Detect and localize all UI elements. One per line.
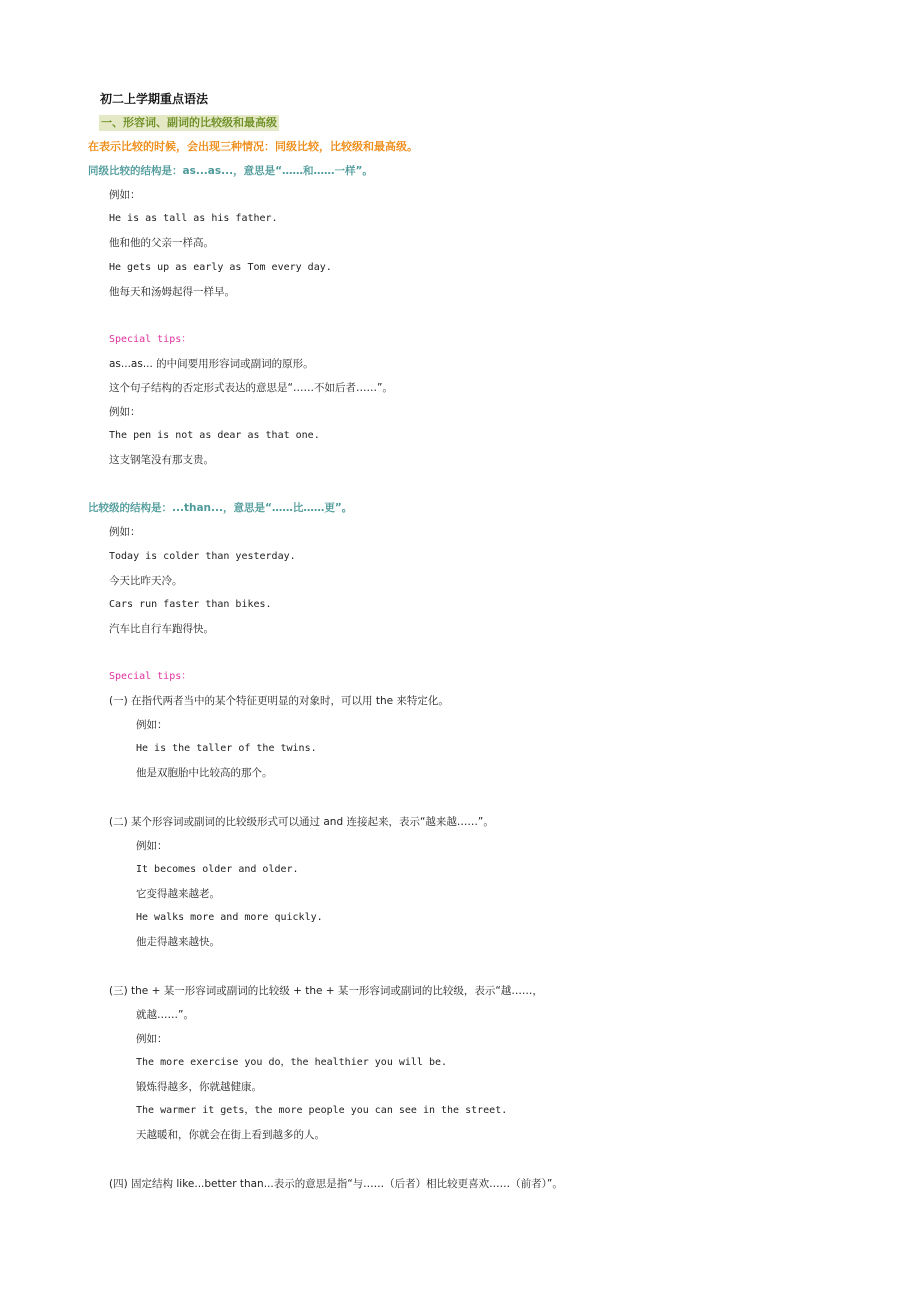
section-heading: 一、形容词、副词的比较级和最高级 — [101, 116, 277, 129]
example-en: He is the taller of the twins. — [136, 743, 317, 754]
example-cn: 锻炼得越多，你就越健康。 — [136, 1081, 262, 1093]
example-en: Today is colder than yesterday. — [109, 551, 296, 562]
comparative-heading: 比较级的结构是：...than...，意思是“……比……更”。 — [88, 502, 353, 514]
example-en: The more exercise you do，the healthier you will be. — [136, 1057, 448, 1068]
tip-point: (一) 在指代两者当中的某个特征更明显的对象时，可以用 the 来特定化。 — [109, 695, 449, 707]
example-en: It becomes older and older. — [136, 864, 299, 875]
example-cn: 今天比昨天冷。 — [109, 575, 183, 587]
example-cn: 它变得越来越老。 — [136, 888, 220, 900]
tip-text: as...as... 的中间要用形容词或副词的原形。 — [109, 358, 314, 370]
tip-point: (二) 某个形容词或副词的比较级形式可以通过 and 连接起来，表示“越来越……”。 — [109, 816, 494, 828]
example-label: 例如： — [109, 189, 141, 201]
example-label: 例如： — [136, 719, 168, 731]
example-cn: 他和他的父亲一样高。 — [109, 237, 214, 249]
example-en: He walks more and more quickly. — [136, 912, 323, 923]
equal-heading: 同级比较的结构是：as...as...，意思是“……和……一样”。 — [88, 165, 373, 177]
example-cn: 汽车比自行车跑得快。 — [109, 623, 214, 635]
example-cn: 他每天和汤姆起得一样早。 — [109, 286, 235, 298]
intro-text: 在表示比较的时候，会出现三种情况：同级比较，比较级和最高级。 — [88, 140, 418, 153]
example-label: 例如： — [109, 526, 141, 538]
special-tips-label: Special tips： — [109, 671, 192, 682]
example-en: The pen is not as dear as that one. — [109, 430, 320, 441]
example-cn: 他走得越来越快。 — [136, 936, 220, 948]
tip-point: (四) 固定结构 like...better than...表示的意思是指“与……（后者）相比较更喜欢……（前者）”。 — [109, 1178, 563, 1190]
special-tips-label: Special tips： — [109, 334, 192, 345]
example-label: 例如： — [109, 406, 141, 418]
example-cn: 他是双胞胎中比较高的那个。 — [136, 767, 273, 779]
example-cn: 这支钢笔没有那支贵。 — [109, 454, 214, 466]
tip-point-continued: 就越……”。 — [136, 1009, 194, 1021]
example-cn: 天越暖和，你就会在街上看到越多的人。 — [136, 1129, 325, 1141]
tip-point: (三) the + 某一形容词或副词的比较级 + the + 某一形容词或副词的比较级，表示“越……， — [109, 985, 543, 997]
doc-title: 初二上学期重点语法 — [100, 92, 209, 106]
example-label: 例如： — [136, 840, 168, 852]
example-en: The warmer it gets，the more people you can see in the street. — [136, 1105, 508, 1116]
example-label: 例如： — [136, 1033, 168, 1045]
example-en: He gets up as early as Tom every day. — [109, 262, 332, 273]
example-en: He is as tall as his father. — [109, 213, 278, 224]
tip-text: 这个句子结构的否定形式表达的意思是“……不如后者……”。 — [109, 382, 393, 394]
example-en: Cars run faster than bikes. — [109, 599, 272, 610]
